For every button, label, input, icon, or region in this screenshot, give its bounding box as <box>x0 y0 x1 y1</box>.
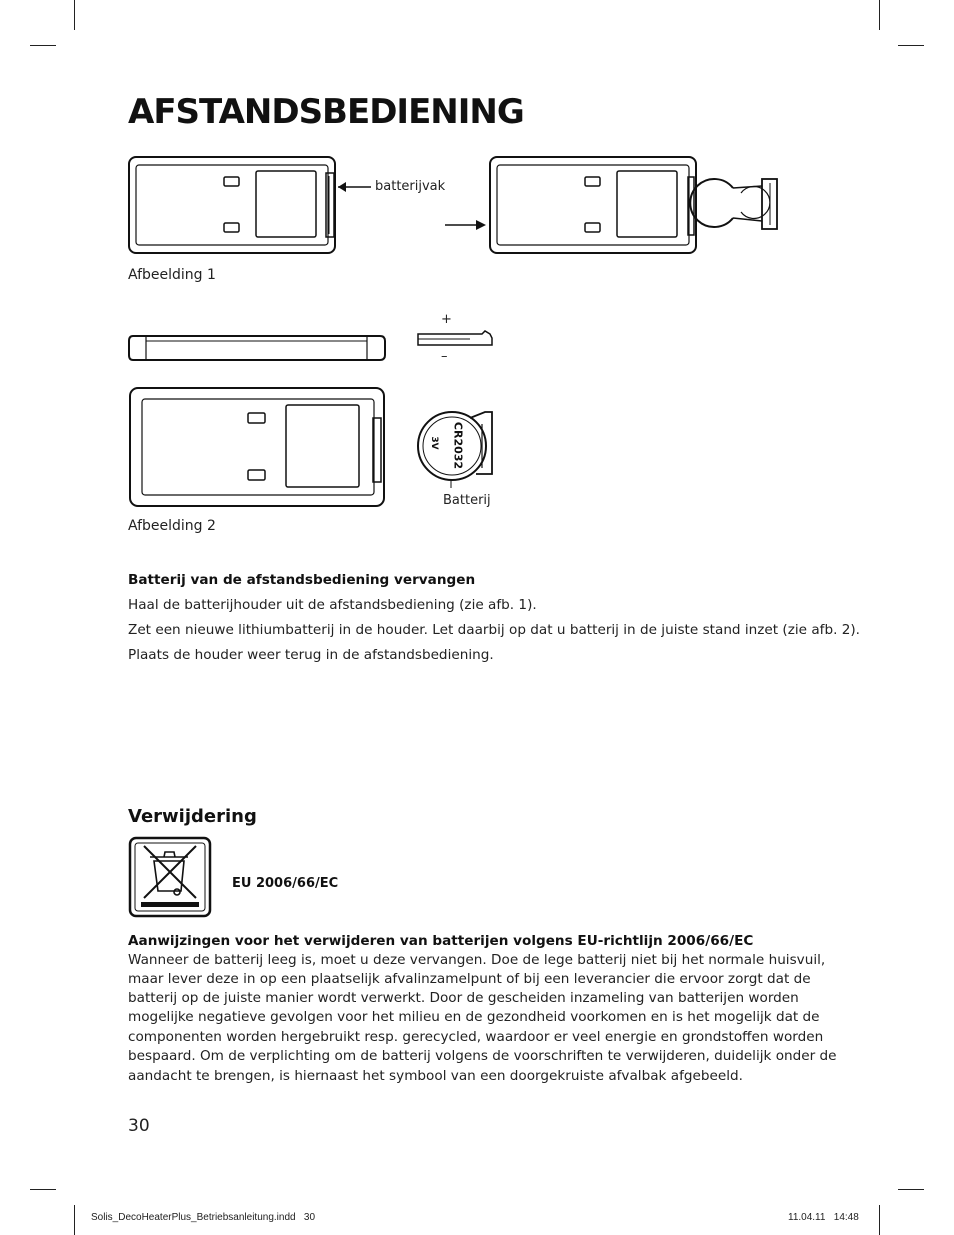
plus-sign: + <box>441 312 452 327</box>
figure-2-caption: Afbeelding 2 <box>128 518 216 534</box>
footer-datetime: 11.04.11 14:48 <box>788 1212 859 1223</box>
disposal-line-6: bespaard. Om de verplichting om de batterij volgens de voorschriften te verwijderen, duidelijk onder de <box>128 1048 837 1064</box>
crossed-out-wheelie-bin-icon <box>128 836 212 918</box>
crop-mark-bottom-left-h <box>30 1189 56 1190</box>
replace-step-1: Haal de batterijhouder uit de afstandsbediening (zie afb. 1). <box>128 597 537 613</box>
footer-filename: Solis_DecoHeaterPlus_Betriebsanleitung.indd 30 <box>91 1212 316 1223</box>
disposal-line-2: maar lever deze in op een plaatselijk afvalinzamelpunt of bij een leverancier die ervoor zorgt dat de <box>128 971 811 987</box>
disposal-subheading: Aanwijzingen voor het verwijderen van batterijen volgens EU-richtlijn 2006/66/EC <box>128 933 754 949</box>
battery-compartment-callout: batterijvak <box>375 179 446 194</box>
crop-mark-bottom-left-v <box>74 1205 75 1235</box>
remote-side-view <box>129 336 385 360</box>
battery-voltage-label: 3V <box>429 436 439 450</box>
page-title: AFSTANDSBEDIENING <box>128 92 524 132</box>
disposal-line-3: batterij op de juiste manier wordt verwerkt. Door de gescheiden inzameling van batterijen worden <box>128 990 799 1006</box>
replace-battery-heading: Batterij van de afstandsbediening vervangen <box>128 572 476 588</box>
battery-side-view <box>418 331 492 345</box>
disposal-line-1: Wanneer de batterij leeg is, moet u deze vervangen. Doe de lege batterij niet bij het normale huisvuil, <box>128 952 826 968</box>
replace-step-2: Zet een nieuwe lithiumbatterij in de houder. Let daarbij op dat u batterij in de juiste stand inzet (zie afb. 2). <box>128 622 860 638</box>
minus-sign: – <box>441 349 448 364</box>
page-number: 30 <box>128 1116 150 1136</box>
replace-step-3: Plaats de houder weer terug in de afstandsbediening. <box>128 647 494 663</box>
disposal-heading: Verwijdering <box>128 806 257 827</box>
disposal-line-4: mogelijke negatieve gevolgen voor het milieu en de gezondheid voorkomen en is het mogelijk dat de <box>128 1009 820 1025</box>
figure-1-caption: Afbeelding 1 <box>128 267 216 283</box>
battery-callout: Batterij <box>443 493 491 508</box>
eu-directive-label: EU 2006/66/EC <box>232 876 339 891</box>
figure-2-illustration <box>0 0 954 520</box>
battery-type-label: CR2032 <box>451 421 465 470</box>
disposal-line-5: componenten worden hergebruikt resp. gerecycled, waardoor er veel energie en grondstoffen worden <box>128 1029 824 1045</box>
crop-mark-bottom-right-v <box>879 1205 880 1235</box>
crop-mark-bottom-right-h <box>898 1189 924 1190</box>
disposal-line-7: aandacht te brengen, is hiernaast het symbool van een doorgekruiste afvalbak afgebeeld. <box>128 1068 743 1084</box>
